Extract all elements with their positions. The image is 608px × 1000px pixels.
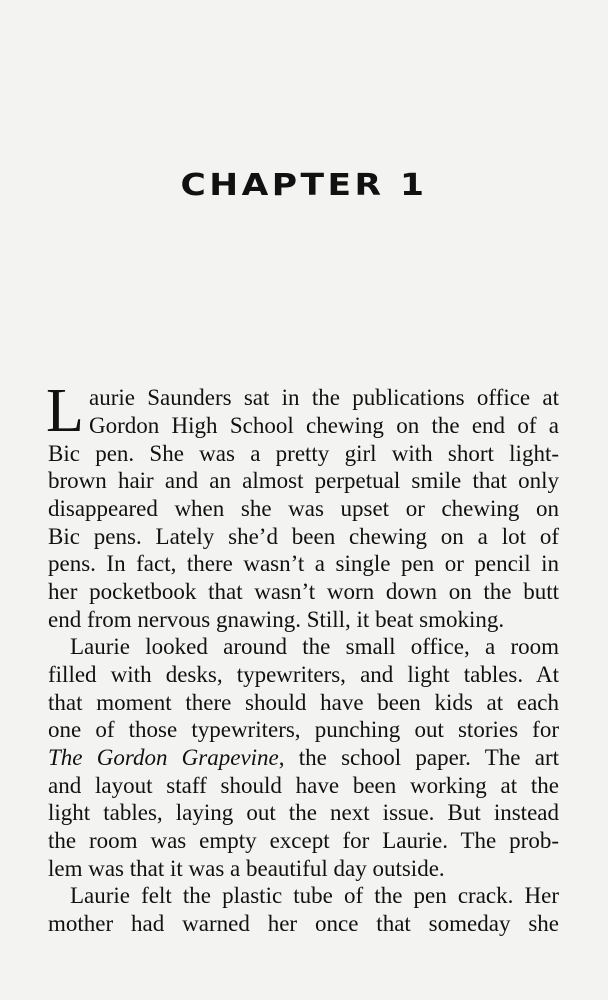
chapter-heading: CHAPTER 1	[180, 168, 428, 203]
text-line: and layout staff should have been working at the	[48, 773, 559, 798]
text-line: Bic pen. She was a pretty girl with short light-	[48, 441, 559, 466]
text-line: her pocketbook that wasn’t worn down on the butt	[48, 579, 559, 604]
text-line: end from nervous gnawing. Still, it beat smoking.	[48, 607, 505, 632]
drop-cap: L	[46, 377, 84, 445]
text-line: Laurie looked around the small office, a room	[70, 634, 559, 659]
text-line: disappeared when she was upset or chewing on	[48, 496, 559, 521]
text-line: the room was empty except for Laurie. The prob-	[48, 828, 559, 853]
text-line: pens. In fact, there wasn’t a single pen or pencil in	[48, 551, 559, 576]
text-line-rest: , the school paper. The art	[278, 745, 559, 770]
text-line	[48, 744, 559, 772]
text-line: Gordon High School chewing on the end of a	[89, 413, 559, 438]
text-line: Bic pens. Lately she’d been chewing on a lot of	[48, 524, 559, 549]
text-line: one of those typewriters, punching out stories for	[48, 717, 559, 742]
text-line: mother had warned her once that someday she	[48, 911, 559, 936]
text-line: lem was that it was a beautiful day outside.	[48, 856, 445, 881]
newspaper-title: The Gordon Grapevine	[48, 745, 279, 770]
text-line: that moment there should have been kids at each	[48, 690, 559, 715]
text-line: filled with desks, typewriters, and light tables. At	[48, 662, 559, 687]
text-line: Laurie felt the plastic tube of the pen crack. Her	[70, 883, 559, 908]
text-line: aurie Saunders sat in the publications office at	[89, 385, 559, 410]
text-line: light tables, laying out the next issue. But instead	[48, 800, 559, 825]
text-line: brown hair and an almost perpetual smile that only	[48, 468, 559, 493]
